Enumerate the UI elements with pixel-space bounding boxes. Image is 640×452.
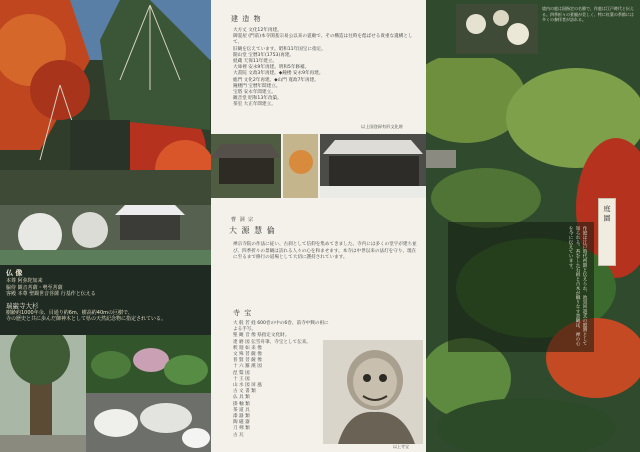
autumn-temple-photo bbox=[0, 0, 211, 205]
treasures-note: 以上寺宝 bbox=[393, 444, 409, 449]
treasure-item: 聖 観 音 像 県指定文化財。 bbox=[233, 333, 290, 339]
flower-closeup-illustration bbox=[456, 4, 538, 54]
building-item: 大方丈 文化12年再建。 bbox=[233, 28, 282, 33]
temple-photos-illustration bbox=[211, 134, 426, 198]
treasure-item: 仏 具 類 bbox=[233, 395, 250, 401]
section-treasures-title: 寺 宝 bbox=[233, 309, 253, 317]
daruma-portrait-illustration bbox=[323, 340, 423, 444]
treasure-item: 大 般 若 経 600巻の中の6巻、前寺中興の祖による手写。 bbox=[233, 321, 329, 333]
building-item: 鐘楼門 宝暦年間建立。 bbox=[233, 83, 281, 89]
building-item: 大書院 文政3年再建。◆鐘楼 安永9年再建。 bbox=[233, 71, 324, 77]
treasure-item: 陶 磁 器 bbox=[233, 420, 250, 426]
right-panel bbox=[426, 0, 640, 452]
middle-panel bbox=[211, 0, 426, 452]
daruma-portrait bbox=[323, 340, 423, 444]
temple-photos-strip bbox=[211, 134, 426, 198]
autumn-temple-illustration bbox=[0, 0, 211, 205]
history-text: 禅宗寺院の作法に従い、古刹として信仰を集めてきました。寺内には多くの堂宇が建ち並び、四季折々の景観は訪れる人々の心を和ませます。本寺は中世以来の法灯を守り、現在に至るまで修行の道場として大切に護持されています。 bbox=[233, 242, 417, 261]
garden-top-note: 境内の庭は国指定の名勝で、作庭は江戸時代と伝える。四季折々の景観が美しく、特に紅葉の季節には多くの参拝者が訪れる。 bbox=[542, 6, 634, 23]
tree-line: 寺の歴史と共に歩んだ御神木として県の天然記念物に指定されている。 bbox=[6, 316, 167, 322]
building-item: 茶室 大正年間建立。 bbox=[233, 102, 276, 108]
treasure-item: 普 賢 菩 薩 像 bbox=[233, 358, 262, 364]
section-history-title: 大 源 慧 倫 bbox=[229, 226, 276, 235]
building-item: 宝塔 安永年間建立。 bbox=[233, 90, 276, 96]
treasure-item: 達 磨 図 伝雪舟筆、寺宝として伝来。 bbox=[233, 339, 311, 345]
treasure-item: 刀 剣 類 bbox=[233, 426, 250, 432]
treasure-item: 涅 槃 図 bbox=[233, 370, 250, 376]
section-buildings-title: 建 造 物 bbox=[231, 15, 262, 23]
treasure-item: 山 水 図 屏 風 bbox=[233, 383, 262, 389]
treasure-item: 釈 迦 如 来 像 bbox=[233, 345, 262, 351]
hall-line: 脇侍 観音菩薩・勢至菩薩 bbox=[6, 284, 63, 291]
snow-stones-photo bbox=[86, 393, 211, 452]
treasure-item: 漆 器 類 bbox=[233, 414, 250, 420]
hall-info bbox=[6, 268, 206, 323]
moss-azalea-photo bbox=[86, 335, 211, 393]
building-item: 大庫裡 安永9年再建。明和5年修補。 bbox=[233, 65, 310, 71]
left-panel bbox=[0, 0, 211, 452]
building-item: 観音堂 昭和13年改築。 bbox=[233, 96, 282, 102]
snow-garden-photo bbox=[0, 205, 211, 265]
hall-line: 本尊 阿弥陀如来 bbox=[6, 278, 43, 284]
snow-garden-illustration bbox=[0, 205, 211, 265]
treasure-item: 掛 軸 類 bbox=[233, 401, 250, 407]
treasure-item: 文 殊 菩 薩 像 bbox=[233, 352, 262, 358]
treasure-item: 十 王 図 bbox=[233, 376, 250, 382]
hall-line: 客殿 本尊 聖観世音菩薩 行基作と伝える bbox=[6, 291, 96, 297]
building-item: 旧観を伝えています。昭和11年国宝に指定。 bbox=[233, 46, 326, 52]
buildings-list bbox=[233, 28, 421, 109]
treasures-list bbox=[233, 321, 333, 439]
building-item: 御霊屋 (門前)本寺開基宗易公以来の霊廟で、その構造は往時を偲ばせる貴重な遺構として、 bbox=[233, 34, 413, 46]
moss-azalea-illustration bbox=[86, 335, 211, 393]
building-item: 経蔵 天保11年建立。 bbox=[233, 59, 278, 65]
buildings-note: 以上国登録有形文化財 bbox=[361, 124, 403, 129]
garden-vertical-label-text: 庭 園 bbox=[603, 205, 611, 222]
treasure-item: 十 六 羅 漢 図 bbox=[233, 364, 262, 370]
tree-line: 樹齢約1000年余、目通り約6m、樹高約40mの巨樹で、 bbox=[6, 309, 133, 316]
treasure-item: 古 文 書 類 bbox=[233, 389, 256, 395]
flower-closeup-photo bbox=[456, 4, 538, 54]
building-item: 開山堂 宝暦3年(1753)再建。 bbox=[233, 52, 295, 58]
hall-label: 仏 像 bbox=[6, 268, 23, 277]
garden-vertical-text: 作庭は江戸時代初期と伝えられ、池泉回遊式の庭園として知られる。苔むした石組と古木が織りなす景観は、禅の心を今に伝えています。 bbox=[568, 226, 587, 346]
building-item: 総門 文化2年再建。◆山門 寛政7年再建。 bbox=[233, 77, 319, 83]
treasure-item: 茶 道 具 bbox=[233, 407, 250, 413]
tree-label: 瑞巌寺大杉 bbox=[6, 301, 39, 310]
snow-stones-illustration bbox=[86, 393, 211, 452]
treasure-item: 古 瓦 bbox=[233, 432, 244, 438]
garden-text-box bbox=[448, 222, 594, 352]
garden-vertical-label bbox=[598, 198, 616, 266]
cedar-tree-photo bbox=[0, 335, 86, 452]
cedar-tree-illustration bbox=[0, 335, 86, 452]
section-history-subtitle: 曹 洞 宗 bbox=[231, 217, 255, 223]
